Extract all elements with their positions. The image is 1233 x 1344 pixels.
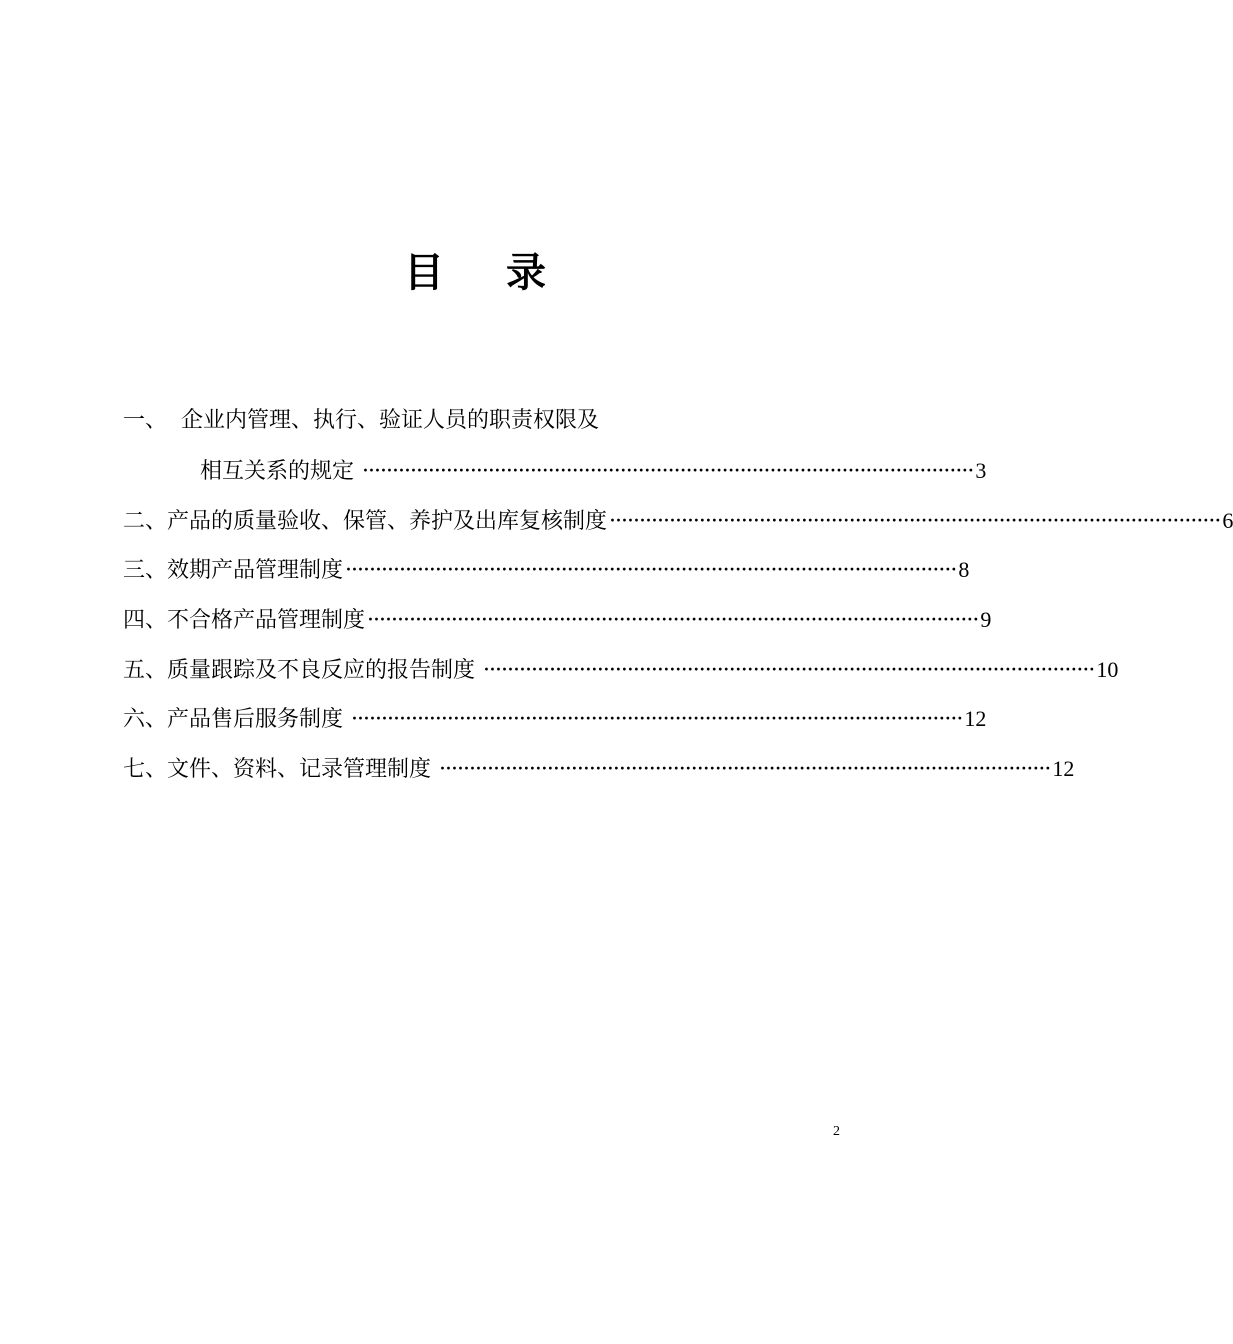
page-title (0, 245, 950, 301)
toc-entry-6[interactable] (123, 702, 987, 736)
toc-entry-title: 文件、资料、记录管理制度 (167, 757, 432, 782)
toc-leader-dots: ······································································································ (433, 757, 1051, 782)
toc-entry-page: 12 (1052, 756, 1075, 781)
toc-entry-number: 三、 (123, 558, 168, 583)
toc-entry-number: 六、 (123, 707, 168, 732)
toc-entry-page: 3 (975, 458, 987, 483)
toc-entry-page: 12 (964, 706, 987, 731)
toc-entry-title: 企业内管理、执行、验证人员的职责权限及 (181, 408, 600, 433)
title-char-1: 目 (404, 249, 444, 296)
toc-entry-title: 质量跟踪及不良反应的报告制度 (167, 658, 476, 683)
toc-entry-1-continued[interactable] (200, 454, 987, 488)
page-number: 2 (833, 1124, 840, 1139)
toc-entry-page: 10 (1096, 657, 1119, 682)
toc-entry-3[interactable] (123, 553, 970, 587)
toc-entry-2[interactable] (123, 504, 1233, 538)
toc-entry-1[interactable] (123, 404, 683, 438)
toc-entry-5[interactable] (123, 653, 1119, 687)
toc-entry-number: 二、 (123, 509, 168, 534)
toc-entry-number: 七、 (123, 757, 168, 782)
toc-entry-7[interactable] (123, 752, 1075, 786)
toc-entry-title: 产品售后服务制度 (167, 707, 344, 732)
toc-leader-dots: ······································································································ (477, 658, 1095, 683)
toc-entry-page: 9 (980, 607, 992, 632)
toc-entry-number: 四、 (123, 608, 168, 633)
toc-leader-dots: ······································································································ (345, 707, 963, 732)
toc-entry-number: 一、 (123, 408, 168, 433)
toc-leader-dots: ······································································································ (345, 558, 957, 583)
toc-entry-4[interactable] (123, 603, 992, 637)
toc-leader-dots: ······································································································ (356, 459, 974, 484)
toc-entry-title: 效期产品管理制度 (167, 558, 344, 583)
toc-leader-dots: ······································································································ (609, 509, 1221, 534)
toc-entry-page: 8 (958, 557, 970, 582)
toc-entry-page: 6 (1222, 508, 1233, 533)
toc-entry-title: 相互关系的规定 (200, 459, 355, 484)
toc-entry-title: 产品的质量验收、保管、养护及出库复核制度 (167, 509, 608, 534)
toc-entry-title: 不合格产品管理制度 (167, 608, 366, 633)
title-char-2: 录 (506, 249, 546, 296)
toc-entry-number: 五、 (123, 658, 168, 683)
toc-leader-dots: ······································································································ (367, 608, 979, 633)
